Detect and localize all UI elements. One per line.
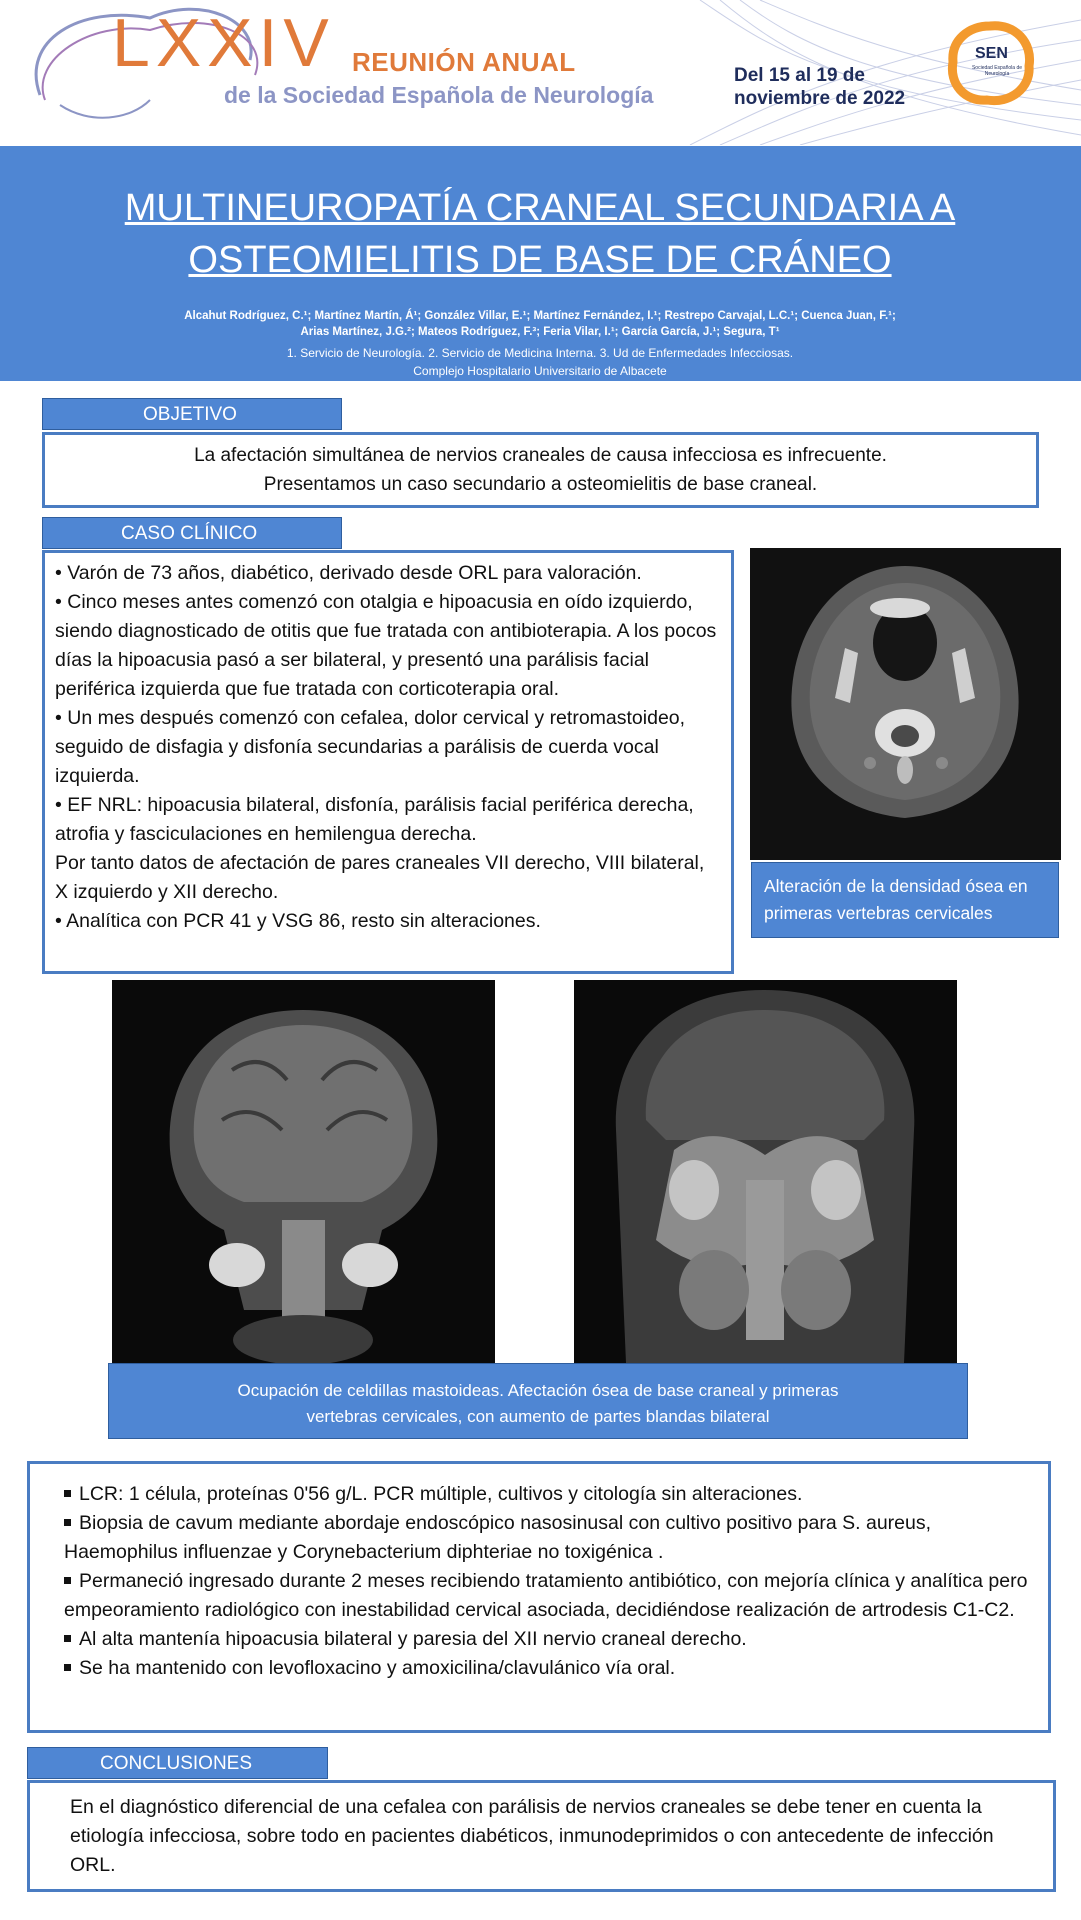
title-banner (0, 146, 1081, 381)
objective-box (42, 432, 1039, 508)
authors-line-2: Arias Martínez, J.G.²; Mateos Rodríguez, F.³; Feria Vilar, I.¹; García García, J.¹; Segura, T¹ (300, 326, 780, 338)
square-bullet-icon (64, 1635, 71, 1642)
mri-coronal-contrast-image (574, 980, 957, 1363)
evolution-item (64, 1625, 1028, 1654)
poster-title (100, 182, 980, 286)
title-line-1: MULTINEUROPATÍA CRANEAL SECUNDARIA A (124, 187, 956, 229)
objective-line-2: Presentamos un caso secundario a osteomielitis de base craneal. (263, 474, 818, 495)
title-line-2: OSTEOMIELITIS DE BASE DE CRÁNEO (188, 239, 892, 281)
objective-line-1: La afectación simultánea de nervios craneales de causa infecciosa es infrecuente. (194, 445, 887, 466)
affiliations-line-1: 1. Servicio de Neurología. 2. Servicio de Medicina Interna. 3. Ud de Enfermedades Infecciosas. (286, 346, 794, 360)
dates-line-2: noviembre de 2022 (734, 88, 906, 109)
ct-scan-image (750, 548, 1061, 860)
case-box (42, 550, 734, 974)
square-bullet-icon (64, 1519, 71, 1526)
conference-dates (734, 64, 944, 110)
square-bullet-icon (64, 1664, 71, 1671)
square-bullet-icon (64, 1490, 71, 1497)
conclusions-text: En el diagnóstico diferencial de una cefalea con parálisis de nervios craneales se debe tener en cuenta la etiología infecciosa, sobre todo en pacientes diabéticos, inmunodeprimidos o con antecedente de infección ORL. (70, 1796, 994, 1876)
meeting-title: REUNIÓN ANUAL (352, 47, 576, 77)
evolution-item-text: Se ha mantenido con levofloxacino y amoxicilina/clavulánico vía oral. (79, 1657, 676, 1679)
evolution-item-text: Al alta mantenía hipoacusia bilateral y paresia del XII nervio craneal derecho. (79, 1628, 747, 1650)
case-heading: CASO CLÍNICO (42, 517, 342, 549)
case-paragraph: • Analítica con PCR 41 y VSG 86, resto sin alteraciones. (55, 910, 541, 932)
case-paragraph: • Un mes después comenzó con cefalea, dolor cervical y retromastoideo, seguido de disfagia y disfonía secundarias a parálisis de cuerda vocal izquierda. (55, 707, 686, 787)
objective-heading: OBJETIVO (42, 398, 342, 430)
evolution-item-text: LCR: 1 célula, proteínas 0'56 g/L. PCR múltiple, cultivos y citología sin alteraciones. (79, 1483, 803, 1505)
sen-logo-text: SEN (975, 45, 1008, 62)
affiliations-line-2: Complejo Hospitalario Universitario de Albacete (413, 364, 667, 378)
evolution-item (64, 1509, 1028, 1567)
evolution-item-text: Permaneció ingresado durante 2 meses recibiendo tratamiento antibiótico, con mejoría clínica y analítica pero empeoramiento radiológico con inestabilidad cervical asociada, decidiéndose realización de artrodesis C1-C2. (64, 1570, 1028, 1621)
society-name: de la Sociedad Española de Neurología (224, 82, 654, 108)
mri-coronal-flair-image (112, 980, 495, 1363)
ct-caption: Alteración de la densidad ósea en primeras vertebras cervicales (751, 862, 1059, 938)
conference-header (0, 0, 1081, 145)
mri-caption-line-1: Ocupación de celdillas mastoideas. Afectación ósea de base craneal y primeras (237, 1381, 839, 1400)
case-paragraph: • EF NRL: hipoacusia bilateral, disfonía, parálisis facial periférica derecha, atrofia y fasciculaciones en hemilengua derecha. (55, 794, 694, 845)
evolution-box (27, 1461, 1051, 1733)
affiliations (60, 344, 1020, 380)
sen-logo-icon (945, 18, 1035, 108)
edition-number: LXXIV (112, 5, 335, 81)
evolution-item (64, 1654, 1028, 1683)
square-bullet-icon (64, 1577, 71, 1584)
case-paragraph: Por tanto datos de afectación de pares craneales VII derecho, VIII bilateral, X izquierdo y XII derecho. (55, 852, 705, 903)
dates-line-1: Del 15 al 19 de (734, 65, 865, 86)
evolution-item-text: Biopsia de cavum mediante abordaje endoscópico nasosinusal con cultivo positivo para S. aureus, Haemophilus influenzae y Corynebacterium diphteriae no toxigénica . (64, 1512, 932, 1563)
evolution-item (64, 1480, 1028, 1509)
mri-caption (108, 1363, 968, 1439)
case-paragraph: • Cinco meses antes comenzó con otalgia e hipoacusia en oído izquierdo, siendo diagnosticado de otitis que fue tratada con antibioterapia. A los pocos días la hipoacusia pasó a ser bilateral, y presentó una parálisis facial periférica izquierda que fue tratada con corticoterapia oral. (55, 591, 717, 700)
authors (60, 308, 1020, 340)
mri-caption-line-2: vertebras cervicales, con aumento de partes blandas bilateral (306, 1407, 770, 1426)
authors-line-1: Alcahut Rodríguez, C.¹; Martínez Martín, Á¹; González Villar, E.¹; Martínez Fernández, I.¹; Restrepo Carvajal, L.C.¹; Cuenca Juan, F.¹; (184, 310, 896, 322)
sen-logo-subtitle: Sociedad Española de Neurología (971, 65, 1023, 77)
case-paragraph: • Varón de 73 años, diabético, derivado desde ORL para valoración. (55, 562, 642, 584)
evolution-item (64, 1567, 1028, 1625)
conclusions-heading: CONCLUSIONES (27, 1747, 328, 1779)
conclusions-box (27, 1780, 1056, 1892)
